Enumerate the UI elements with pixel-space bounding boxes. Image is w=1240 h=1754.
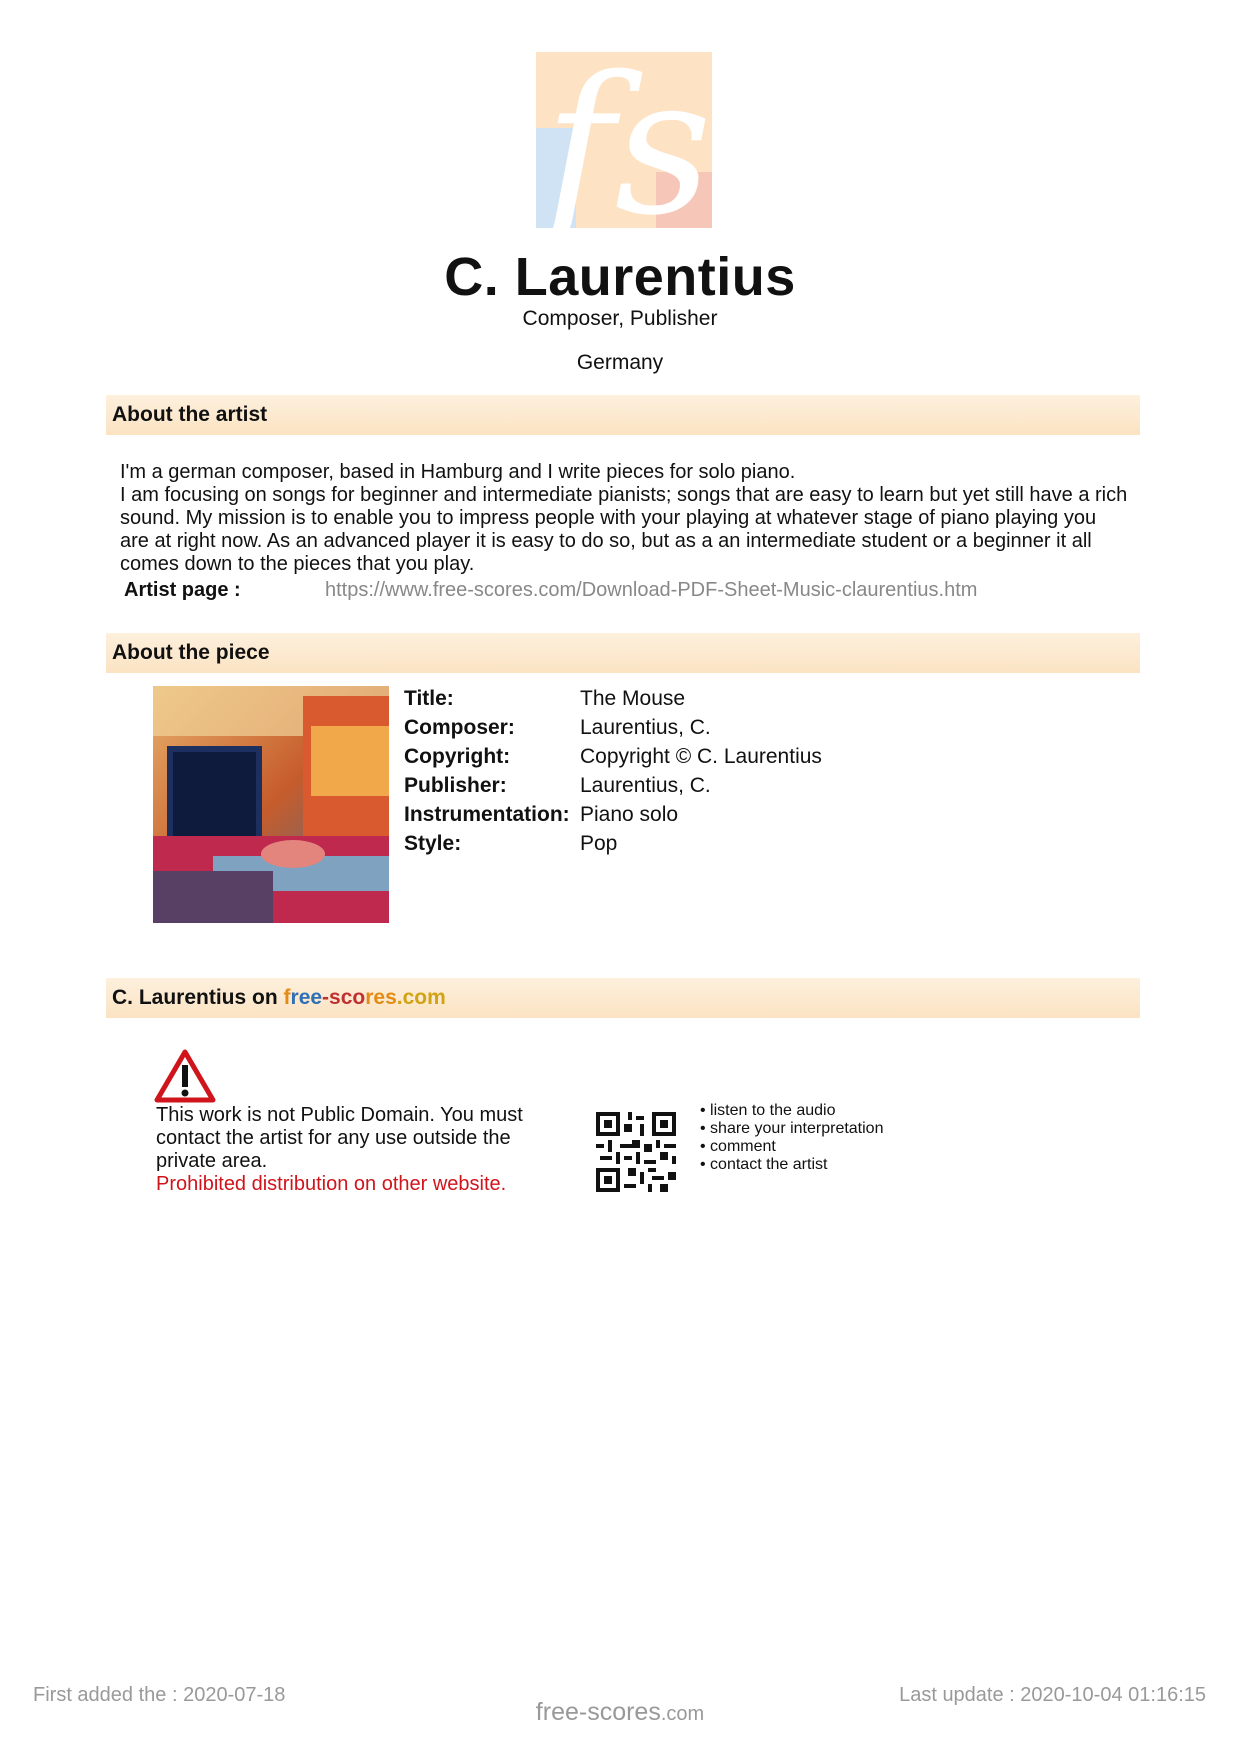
detail-label: Title: [404,686,454,710]
logo-letters: fs [544,52,712,228]
detail-value: Piano solo [580,802,679,826]
list-item: • listen to the audio [700,1102,836,1119]
brand-part: sco [329,986,366,1009]
free-scores-logo [536,52,712,228]
last-update-date: Last update : 2020-10-04 01:16:15 [899,1684,1206,1706]
detail-value: Laurentius, C. [580,715,711,739]
warning-icon [154,1049,216,1103]
copyright-notice [156,1104,576,1196]
first-added-date: First added the : 2020-07-18 [33,1684,286,1706]
section-about-artist [106,395,1140,435]
piece-cover-photo [153,686,389,923]
detail-row [404,684,822,713]
list-item: • share your interpretation [700,1120,884,1137]
detail-value: Pop [580,831,618,855]
detail-row [404,771,822,800]
detail-row [404,829,822,858]
bio-paragraph: I am focusing on songs for beginner and intermediate pianists; songs that are easy to learn but yet still have a rich sound. My mission is to enable you to impress people with your playing at whatever stage of piano playing you are at right now. As an advanced player it is easy to do so, but as a an intermediate student or a beginner it all comes down to the pieces that you play. [120,484,1128,575]
artist-page-label: Artist page : [124,579,241,601]
brand-part: - [322,986,330,1009]
artist-name: C. Laurentius [444,247,796,307]
warning-red-text: Prohibited distribution on other website. [156,1173,507,1195]
brand-part: f [283,986,291,1009]
brand-part: res [365,986,397,1009]
brand-part: ree [290,986,323,1009]
detail-row [404,800,822,829]
detail-value: Laurentius, C. [580,773,711,797]
detail-label: Composer: [404,715,515,739]
footer-logo-main: free-scores [535,1698,661,1726]
footer-logo [0,1698,1240,1727]
artist-page-link[interactable]: https://www.free-scores.com/Download-PDF-Sheet-Music-claurentius.htm [325,579,978,601]
footer-logo-suffix: .com [660,1703,705,1725]
section-heading: C. Laurentius on [112,986,284,1009]
detail-label: Copyright: [404,744,511,768]
brand-part: .com [396,986,446,1009]
list-item: • comment [700,1138,776,1155]
warning-text: This work is not Public Domain. You must contact the artist for any use outside the private area. [156,1104,523,1172]
artist-roles: Composer, Publisher [522,307,718,330]
piece-details [404,684,822,858]
bio-paragraph: I'm a german composer, based in Hamburg and I write pieces for solo piano. [120,461,796,483]
detail-label: Style: [404,831,462,855]
section-heading: About the artist [112,403,268,426]
detail-value: The Mouse [580,686,686,710]
qr-code[interactable] [596,1112,676,1192]
artist-country: Germany [576,351,664,374]
detail-label: Instrumentation: [404,802,570,826]
feature-list [700,1102,883,1174]
detail-row [404,742,822,771]
detail-value: Copyright © C. Laurentius [580,744,822,768]
artist-bio [120,461,1130,576]
detail-row [404,713,822,742]
detail-label: Publisher: [404,773,507,797]
list-item: • contact the artist [700,1156,828,1173]
section-about-piece [106,633,1140,673]
section-heading: About the piece [112,641,270,664]
section-free-scores [106,978,1140,1018]
